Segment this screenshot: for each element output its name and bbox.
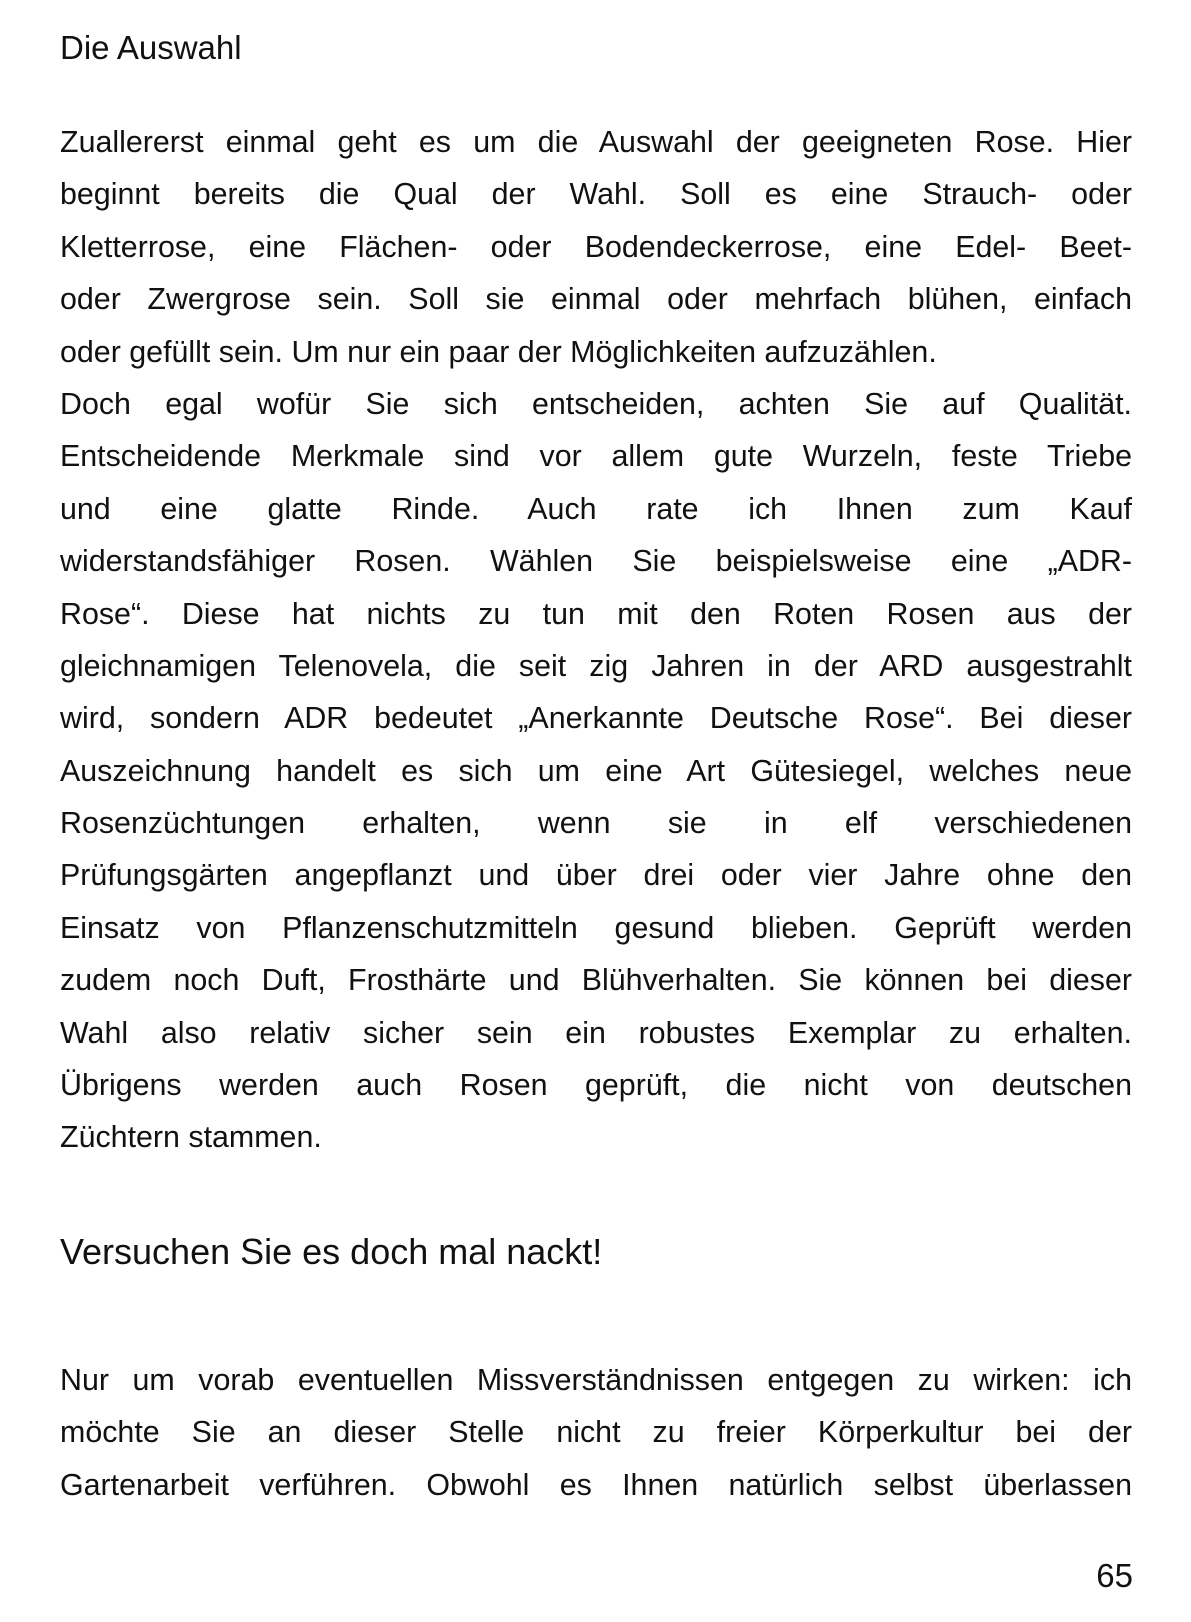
- text-line: Auszeichnung handelt es sich um eine Art Gütesiegel, welches neue: [60, 753, 1132, 788]
- section-heading-die-auswahl: Die Auswahl: [60, 29, 242, 66]
- text-line: beginnt bereits die Qual der Wahl. Soll es eine Strauch- oder: [60, 177, 1132, 212]
- section-heading-versuchen-sie-es: Versuchen Sie es doch mal nackt!: [60, 1231, 603, 1272]
- text-line: Rosenzüchtungen erhalten, wenn sie in elf verschiedenen: [60, 806, 1132, 841]
- text-line: Kletterrose, eine Flächen- oder Bodendeckerrose, eine Edel- Beet-: [60, 229, 1132, 264]
- text-line: Einsatz von Pflanzenschutzmitteln gesund blieben. Geprüft werden: [60, 910, 1132, 945]
- text-line: Doch egal wofür Sie sich entscheiden, achten Sie auf Qualität.: [60, 386, 1132, 421]
- text-line: Entscheidende Merkmale sind vor allem gute Wurzeln, feste Triebe: [60, 439, 1132, 474]
- text-line: wird, sondern ADR bedeutet „Anerkannte Deutsche Rose“. Bei dieser: [60, 701, 1132, 736]
- text-line: Prüfungsgärten angepflanzt und über drei oder vier Jahre ohne den: [60, 858, 1132, 893]
- text-line: Gartenarbeit verführen. Obwohl es Ihnen natürlich selbst überlassen: [60, 1467, 1132, 1502]
- text-line: zudem noch Duft, Frosthärte und Blühverhalten. Sie können bei dieser: [60, 963, 1132, 998]
- text-line: widerstandsfähiger Rosen. Wählen Sie beispielsweise eine „ADR-: [60, 544, 1132, 579]
- text-line: gleichnamigen Telenovela, die seit zig Jahren in der ARD ausgestrahlt: [60, 648, 1132, 683]
- text-line: oder Zwergrose sein. Soll sie einmal oder mehrfach blühen, einfach: [60, 282, 1132, 317]
- text-line: möchte Sie an dieser Stelle nicht zu freier Körperkultur bei der: [60, 1415, 1132, 1450]
- text-line: Rose“. Diese hat nichts zu tun mit den Roten Rosen aus der: [60, 596, 1132, 631]
- text-line: Wahl also relativ sicher sein ein robustes Exemplar zu erhalten.: [60, 1015, 1132, 1050]
- text-line: Übrigens werden auch Rosen geprüft, die nicht von deutschen: [60, 1068, 1132, 1103]
- text-line: und eine glatte Rinde. Auch rate ich Ihnen zum Kauf: [60, 491, 1132, 526]
- section-1-paragraph: [60, 116, 1132, 1164]
- text-line: oder gefüllt sein. Um nur ein paar der Möglichkeiten aufzuzählen.: [60, 334, 937, 369]
- section-2-paragraph: [60, 1354, 1132, 1511]
- text-line: Zuallererst einmal geht es um die Auswahl der geeigneten Rose. Hier: [60, 125, 1132, 159]
- page-number: 65: [1096, 1557, 1133, 1594]
- text-line: Nur um vorab eventuellen Missverständnissen entgegen zu wirken: ich: [60, 1363, 1132, 1397]
- text-line: Züchtern stammen.: [60, 1120, 322, 1155]
